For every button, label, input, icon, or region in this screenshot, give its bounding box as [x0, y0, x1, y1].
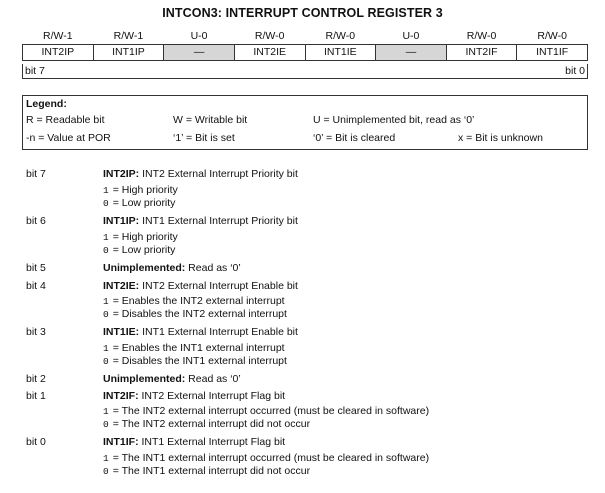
option-value: 1 — [103, 406, 109, 417]
option-value: 0 — [103, 356, 109, 367]
option-value: 1 — [103, 232, 109, 243]
legend-box — [22, 95, 588, 150]
bit-name: INT2IE: — [103, 280, 140, 292]
access-cell: R/W-1 — [93, 29, 164, 45]
option-text: = Disables the INT1 external interrupt — [112, 355, 287, 367]
bit-name: Unimplemented: — [103, 373, 186, 385]
access-cell: R/W-1 — [23, 29, 94, 45]
access-cell: R/W-0 — [234, 29, 305, 45]
option-text: = Enables the INT1 external interrupt — [112, 342, 285, 354]
bit-option — [103, 184, 178, 196]
bit-desc: INT1 External Interrupt Priority bit — [139, 215, 298, 227]
bit-heading — [103, 373, 241, 385]
option-text: = Disables the INT2 external interrupt — [112, 308, 287, 320]
bit-heading — [103, 390, 285, 402]
bit-name: INT1IE: — [103, 326, 140, 338]
bit-name-cell: — — [376, 45, 447, 61]
bit-name: INT2IP: — [103, 168, 140, 180]
legend-set: ‘1’ = Bit is set — [173, 132, 235, 144]
bit-heading — [103, 326, 298, 338]
option-value: 1 — [103, 343, 109, 354]
bit-option — [103, 295, 285, 307]
bit-desc: INT2 External Interrupt Flag bit — [138, 390, 286, 402]
option-value: 0 — [103, 466, 109, 477]
bit-option — [103, 465, 310, 477]
bit-label: bit 6 — [26, 215, 46, 227]
bit-desc: INT2 External Interrupt Priority bit — [139, 168, 298, 180]
bit-label: bit 3 — [26, 326, 46, 338]
access-cell: U-0 — [164, 29, 235, 45]
bit-label: bit 5 — [26, 262, 46, 274]
bit-name-cell: INT1IE — [305, 45, 376, 61]
bit-name-cell: INT2IE — [234, 45, 305, 61]
bit-label: bit 2 — [26, 373, 46, 385]
bit-range-row — [22, 64, 588, 79]
bit-name: Unimplemented: — [103, 262, 186, 274]
access-cell: R/W-0 — [517, 29, 588, 45]
bit-name: INT1IP: — [103, 215, 140, 227]
access-cell: R/W-0 — [305, 29, 376, 45]
bit-desc: Read as ‘0’ — [185, 262, 241, 274]
bit-label: bit 1 — [26, 390, 46, 402]
bit-name-cell: INT1IP — [93, 45, 164, 61]
bit-desc: INT2 External Interrupt Enable bit — [139, 280, 298, 292]
legend-por: -n = Value at POR — [26, 132, 111, 144]
register-bit-table — [22, 29, 588, 61]
bit-name-cell: INT2IF — [446, 45, 517, 61]
bit-option — [103, 231, 178, 243]
bit-option — [103, 244, 175, 256]
bit-option — [103, 452, 429, 464]
option-text: = High priority — [112, 184, 178, 196]
bit-name: INT1IF: — [103, 436, 139, 448]
legend-title: Legend: — [26, 98, 67, 110]
option-text: = The INT2 external interrupt did not occur — [112, 418, 311, 430]
register-title: INTCON3: INTERRUPT CONTROL REGISTER 3 — [162, 6, 443, 20]
option-value: 0 — [103, 245, 109, 256]
option-text: = Enables the INT2 external interrupt — [112, 295, 285, 307]
bit-desc: Read as ‘0’ — [185, 373, 241, 385]
access-cell: U-0 — [376, 29, 447, 45]
bit-heading — [103, 168, 298, 180]
bit-option — [103, 355, 287, 367]
legend-readable: R = Readable bit — [26, 114, 105, 126]
option-value: 1 — [103, 296, 109, 307]
bit-heading — [103, 262, 241, 274]
option-text: = The INT1 external interrupt occurred (must be cleared in software) — [112, 452, 430, 464]
bit-option — [103, 405, 429, 417]
bit-option — [103, 418, 310, 430]
bit-desc: INT1 External Interrupt Enable bit — [139, 326, 298, 338]
legend-unknown: x = Bit is unknown — [458, 132, 543, 144]
legend-writable: W = Writable bit — [173, 114, 248, 126]
option-text: = Low priority — [112, 244, 176, 256]
bit-option — [103, 308, 287, 320]
bit-label: bit 7 — [26, 168, 46, 180]
bit-left-label: bit 7 — [25, 65, 45, 77]
access-row — [23, 29, 588, 45]
bit-name: INT2IF: — [103, 390, 139, 402]
option-text: = The INT2 external interrupt occurred (must be cleared in software) — [112, 405, 430, 417]
bit-label: bit 0 — [26, 436, 46, 448]
option-value: 0 — [103, 419, 109, 430]
bit-heading — [103, 436, 285, 448]
option-text: = High priority — [112, 231, 178, 243]
option-value: 1 — [103, 185, 109, 196]
legend-unimplemented: U = Unimplemented bit, read as ‘0’ — [313, 114, 475, 126]
bit-name-cell: INT1IF — [517, 45, 588, 61]
bit-heading — [103, 215, 298, 227]
bit-heading — [103, 280, 298, 292]
option-text: = The INT1 external interrupt did not occur — [112, 465, 311, 477]
bit-option — [103, 197, 175, 209]
bit-name-cell: — — [164, 45, 235, 61]
option-value: 0 — [103, 309, 109, 320]
bit-option — [103, 342, 285, 354]
option-value: 0 — [103, 198, 109, 209]
bit-name-row — [23, 45, 588, 61]
bit-label: bit 4 — [26, 280, 46, 292]
legend-cleared: ‘0’ = Bit is cleared — [313, 132, 396, 144]
option-value: 1 — [103, 453, 109, 464]
access-cell: R/W-0 — [446, 29, 517, 45]
bit-right-label: bit 0 — [565, 65, 585, 77]
bit-name-cell: INT2IP — [23, 45, 94, 61]
bit-desc: INT1 External Interrupt Flag bit — [138, 436, 286, 448]
option-text: = Low priority — [112, 197, 176, 209]
